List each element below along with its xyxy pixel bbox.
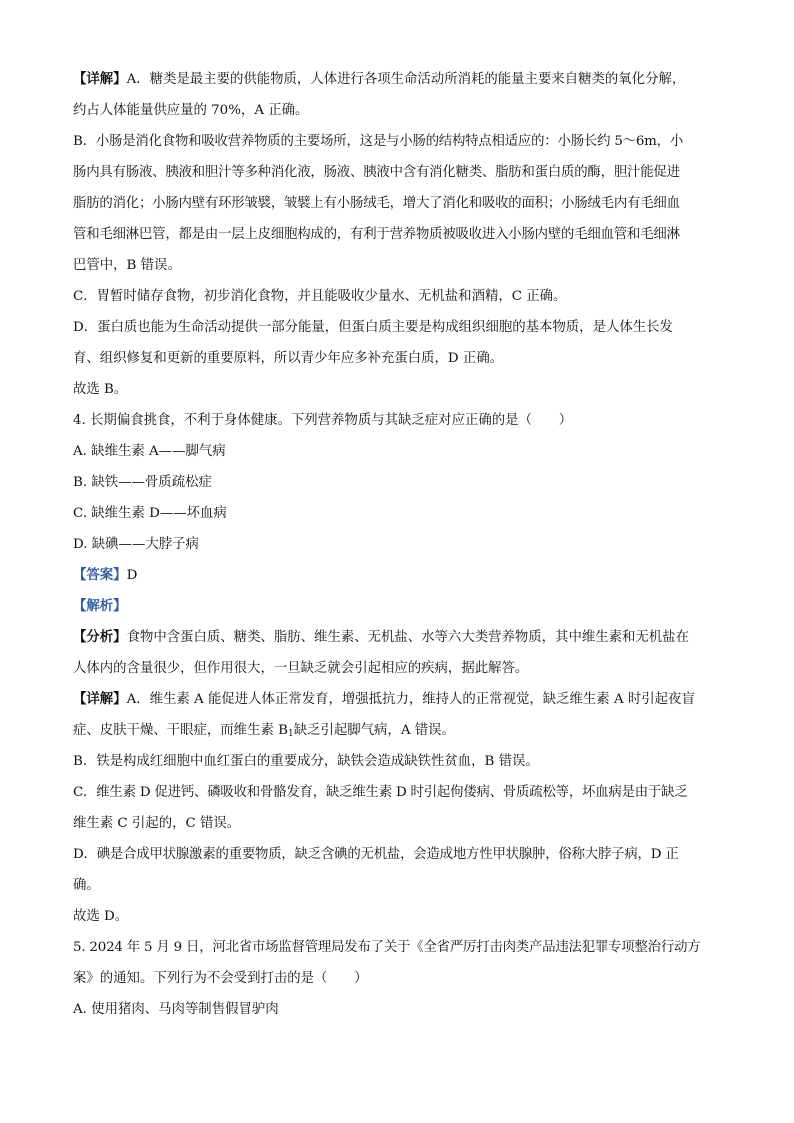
q3-detail-d-line1: D．蛋白质也能为生命活动提供一部分能量，但蛋白质主要是构成组织细胞的基本物质，是人体生长发 bbox=[73, 320, 673, 335]
q4-detail-a-line1 bbox=[73, 684, 723, 715]
q5-stem-line2: 案》的通知。下列行为不会受到打击的是（ ） bbox=[73, 971, 368, 986]
q3-detail-a-line2: 约占人体能量供应量的 70%，A 正确。 bbox=[73, 103, 309, 118]
q3-detail-b-line5: 巴管中，B 错误。 bbox=[73, 258, 181, 273]
q3-detail-b-line1: B．小肠是消化食物和吸收营养物质的主要场所，这是与小肠的结构特点相适应的：小肠长约 5～6m，小 bbox=[73, 134, 684, 149]
detail-label: 【详解】 bbox=[73, 71, 127, 87]
q4-analysis-line1 bbox=[73, 622, 723, 653]
q4-detail-c-line1: C．维生素 D 促进钙、磷吸收和骨骼发育，缺乏维生素 D 时引起佝偻病、骨质疏松等，坏血病是由于缺乏 bbox=[73, 785, 688, 800]
q4-detail-d-line2: 确。 bbox=[73, 878, 100, 893]
detail-text: A．糖类是最主要的供能物质，人体进行各项生命活动所消耗的能量主要来自糖类的氧化分解， bbox=[126, 72, 686, 87]
detail-text-post: 缺乏引起脚气病，A 错误。 bbox=[293, 723, 455, 738]
q3-detail-d-line2: 育、组织修复和更新的重要原料，所以青少年应多补充蛋白质，D 正确。 bbox=[73, 351, 504, 366]
q4-choose: 故选 D。 bbox=[73, 909, 129, 924]
q4-option-d: D. 缺碘——大脖子病 bbox=[73, 537, 199, 552]
analysis-text: 食物中含蛋白质、糖类、脂肪、维生素、无机盐、水等六大类营养物质，其中维生素和无机盐在 bbox=[126, 630, 689, 645]
q4-option-c: C. 缺维生素 D——坏血病 bbox=[73, 506, 227, 521]
q3-detail-c-line1: C．胃暂时储存食物，初步消化食物，并且能吸收少量水、无机盐和酒精，C 正确。 bbox=[73, 289, 567, 304]
detail-text: A．维生素 A 能促进人体正常发育，增强抵抗力，维持人的正常视觉，缺乏维生素 A 时引起夜盲 bbox=[126, 692, 695, 707]
q4-stem: 4. 长期偏食挑食，不利于身体健康。下列营养物质与其缺乏症对应正确的是（ ） bbox=[73, 413, 573, 428]
answer-label: 【答案】 bbox=[73, 567, 127, 583]
q3-detail-b-line4: 管和毛细淋巴管，都是由一层上皮细胞构成的，有利于营养物质被吸收进入小肠内壁的毛细血管和毛细淋 bbox=[73, 227, 680, 242]
q4-option-a: A. 缺维生素 A——脚气病 bbox=[73, 444, 226, 459]
q4-detail-c-line2: 维生素 C 引起的，C 错误。 bbox=[73, 816, 241, 831]
detail-label: 【详解】 bbox=[73, 691, 127, 707]
q3-choose: 故选 B。 bbox=[73, 382, 128, 397]
q4-analysis-line2: 人体内的含量很少，但作用很大，一旦缺乏就会引起相应的疾病，据此解答。 bbox=[73, 661, 529, 676]
answer-value: D bbox=[126, 568, 138, 583]
q4-detail-a-line2 bbox=[73, 715, 723, 746]
document-page bbox=[73, 64, 723, 1025]
q3-detail-a-line1 bbox=[73, 64, 723, 95]
q3-detail-b-line2: 肠内具有肠液、胰液和胆汁等多种消化液，肠液、胰液中含有消化糖类、脂肪和蛋白质的酶，胆汁能促进 bbox=[73, 165, 680, 180]
q3-detail-b-line3: 脂肪的消化；小肠内壁有环形皱襞，皱襞上有小肠绒毛，增大了消化和吸收的面积；小肠绒毛内有毛细血 bbox=[73, 196, 680, 211]
q4-analysis-label: 【解析】 bbox=[73, 598, 127, 614]
q4-option-b: B. 缺铁——骨质疏松症 bbox=[73, 475, 212, 490]
detail-text-pre: 症、皮肤干燥、干眼症，而维生素 B bbox=[73, 723, 288, 738]
analysis-tag: 【分析】 bbox=[73, 629, 127, 645]
subscript: 1 bbox=[287, 729, 294, 739]
q4-detail-b-line1: B．铁是构成红细胞中血红蛋白的重要成分，缺铁会造成缺铁性贫血，B 错误。 bbox=[73, 754, 539, 769]
q5-option-a: A. 使用猪肉、马肉等制售假冒驴肉 bbox=[73, 1002, 279, 1017]
q5-stem-line1: 5. 2024 年 5 月 9 日，河北省市场监督管理局发布了关于《全省严厉打击肉类产品违法犯罪专项整治行动方 bbox=[73, 940, 701, 955]
q4-detail-d-line1: D．碘是合成甲状腺激素的重要物质，缺乏含碘的无机盐，会造成地方性甲状腺肿，俗称大脖子病，D 正 bbox=[73, 847, 679, 862]
q4-answer bbox=[73, 560, 723, 591]
